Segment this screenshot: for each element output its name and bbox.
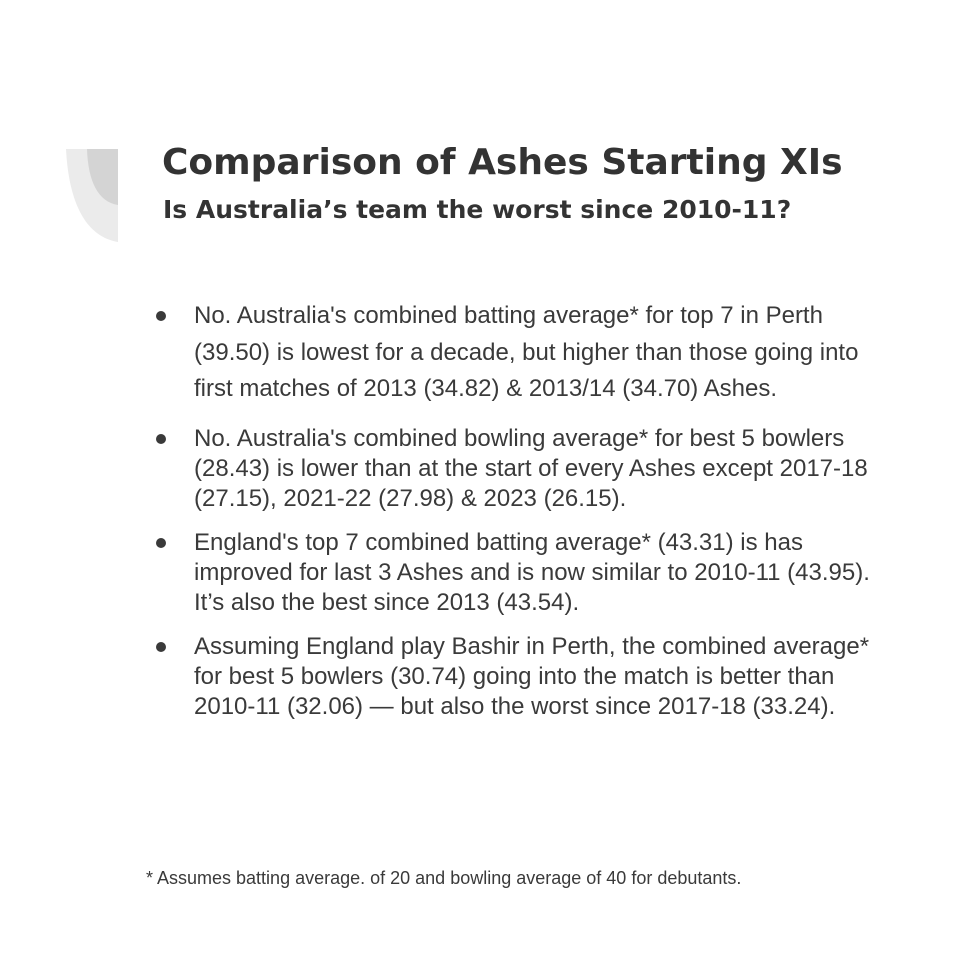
page-title: Comparison of Ashes Starting XIs [162, 142, 843, 183]
bullet-text: No. Australia's combined bowling average* for best 5 bowlers (28.43) is lower than at the start of every Ashes except 2017-18 (27.15), 2021-22 (27.98) & 2023 (26.15). [194, 424, 868, 512]
bullet-text: Assuming England play Bashir in Perth, the combined average* for best 5 bowlers (30.74) going into the match is better than 2010-11 (32.06) — but also the worst since 2017-18 (33.24). [194, 632, 870, 720]
bullet-item [154, 528, 874, 618]
bullet-text: No. Australia's combined batting average* for top 7 in Perth (39.50) is lowest for a decade, but higher than those going into first matches of 2013 (34.82) & 2013/14 (34.70) Ashes. [194, 302, 859, 402]
bullet-dot-icon [156, 311, 166, 321]
bullet-list [154, 298, 874, 736]
bullet-dot-icon [156, 538, 166, 548]
page-subtitle: Is Australia’s team the worst since 2010-11? [163, 195, 792, 224]
bullet-dot-icon [156, 642, 166, 652]
footnote: * Assumes batting average. of 20 and bowling average of 40 for debutants. [146, 868, 742, 888]
bullet-item [154, 424, 874, 514]
decorative-arc-icon [66, 149, 118, 242]
bullet-dot-icon [156, 434, 166, 444]
bullet-item [154, 632, 874, 722]
bullet-item [154, 298, 874, 408]
bullet-text: England's top 7 combined batting average* (43.31) is has improved for last 3 Ashes and is now similar to 2010-11 (43.95). It’s also the best since 2013 (43.54). [194, 528, 870, 616]
